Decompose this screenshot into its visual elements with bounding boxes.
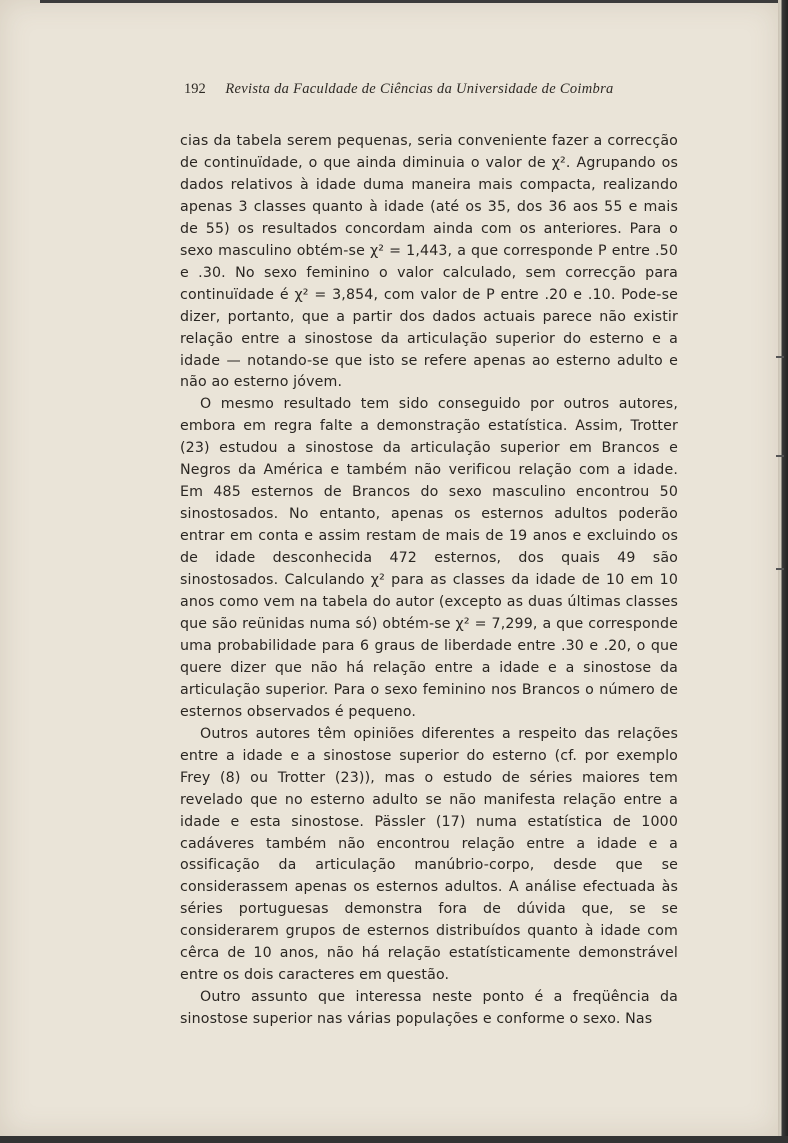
binding-edge [778, 0, 788, 1143]
running-header [184, 81, 654, 98]
bottom-edge-shadow [0, 1136, 788, 1143]
page-number: 192 [184, 81, 206, 97]
paragraph-4: Outro assunto que interessa neste ponto é a freqüência da sinostose superior nas várias populações e conforme o sexo. Nas [180, 989, 678, 1028]
paragraph-1: cias da tabela serem pequenas, seria conveniente fazer a correcção de continuïdade, o que ainda diminuia o valor de χ². Agrupando os dados relativos à idade duma maneira mais compacta, realizando apenas 3 classes quanto à idade (até os 35, dos 36 aos 55 e mais de 55) os resultados concordam ainda com os anteriores. Para o sexo masculino obtém-se χ² = 1,443, a que corresponde P entre .50 e .30. No sexo feminino o valor calculado, sem correcção para continuïdade é χ² = 3,854, com valor de P entre .20 e .10. Pode-se dizer, portanto, que a partir dos dados actuais parece não existir relação entre a sinostose da articulação superior do esterno e a idade — notando-se que isto se refere apenas ao esterno adulto e não ao esterno jóvem. [180, 133, 678, 391]
body-text [180, 131, 678, 1031]
edge-mark [776, 568, 784, 570]
paragraph-2: O mesmo resultado tem sido conseguido por outros autores, embora em regra falte a demonstração estatística. Assim, Trotter (23) estudou a sinostose da articulação superior em Brancos e Negros da América e também não verificou relação com a idade. Em 485 esternos de Brancos do sexo masculino encontrou 50 sinostosados. No entanto, apenas os esternos adultos poderão entrar em conta e assim restam de mais de 19 anos e excluindo os de idade desconhecida 472 esternos, dos quais 49 são sinostosados. Calculando χ² para as classes da idade de 10 em 10 anos como vem na tabela do autor (excepto as duas últimas classes que são reünidas numa só) obtém-se χ² = 7,299, a que corresponde uma probabilidade para 6 graus de liberdade entre .30 e .20, o que quere dizer que não há relação entre a idade e a sinostose da articulação superior. Para o sexo feminino nos Brancos o número de esternos observados é pequeno. [180, 396, 678, 720]
paragraph-3: Outros autores têm opiniões diferentes a respeito das relações entre a idade e a sinostose superior do esterno (cf. por exemplo Frey (8) ou Trotter (23)), mas o estudo de séries maiores tem revelado que no esterno adulto se não manifesta relação entre a idade e esta sinostose. Pässler (17) numa estatística de 1000 cadáveres também não encontrou relação entre a idade e a ossificação da articulação manúbrio-corpo, desde que se considerassem apenas os esternos adultos. A análise efectuada às séries portuguesas demonstra fora de dúvida que, se se considerarem grupos de esternos distribuídos quanto à idade com cêrca de 10 anos, não há relação estatísticamente demonstrável entre os dois caracteres em questão. [180, 725, 678, 984]
edge-mark [776, 356, 784, 358]
edge-mark [776, 455, 784, 457]
journal-title: Revista da Faculdade de Ciências da Universidade de Coimbra [225, 81, 614, 97]
top-edge-shadow [40, 0, 780, 3]
